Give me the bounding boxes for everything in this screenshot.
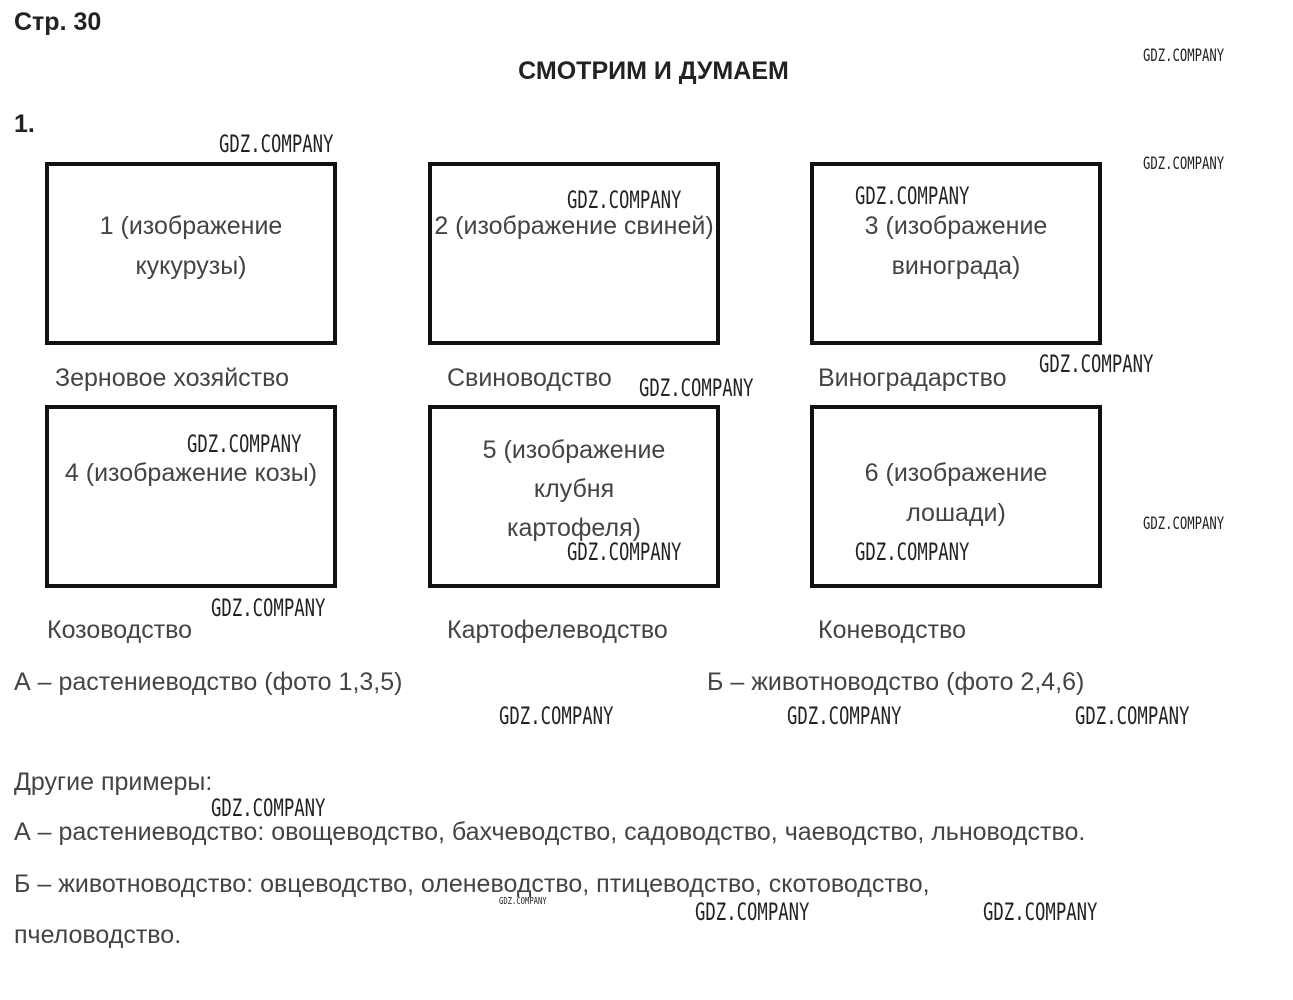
image-placeholder-text: 5 (изображение клубня картофеля) — [482, 436, 666, 542]
examples-animal-husbandry-line-1: Б – животноводство: овцеводство, оленеводство, птицеводство, скотоводство, — [14, 870, 930, 898]
watermark: GDZ.COMPANY — [1143, 154, 1225, 174]
caption-4: Козоводство — [47, 616, 193, 644]
watermark: GDZ.COMPANY — [187, 430, 302, 458]
examples-plant-growing: А – растениеводство: овощеводство, бахчеводство, садоводство, чаеводство, льноводство. — [14, 818, 1086, 846]
caption-6: Коневодство — [818, 616, 966, 644]
watermark: GDZ.COMPANY — [219, 130, 334, 158]
watermark: GDZ.COMPANY — [639, 374, 754, 402]
caption-3: Виноградарство — [818, 364, 1007, 392]
image-placeholder-text: 3 (изображение винограда) — [864, 212, 1048, 280]
watermark: GDZ.COMPANY — [1075, 702, 1190, 730]
watermark: GDZ.COMPANY — [499, 702, 614, 730]
image-placeholder-text: 4 (изображение козы) — [64, 459, 318, 487]
watermark: GDZ.COMPANY — [855, 182, 970, 210]
watermark: GDZ.COMPANY — [499, 896, 547, 907]
summary-plant-growing: А – растениеводство (фото 1,3,5) — [14, 668, 403, 696]
watermark: GDZ.COMPANY — [567, 186, 682, 214]
examples-title: Другие примеры: — [14, 768, 213, 796]
caption-5: Картофелеводство — [447, 616, 668, 644]
watermark: GDZ.COMPANY — [695, 898, 810, 926]
image-placeholder-text: 6 (изображение лошади) — [864, 459, 1048, 527]
watermark: GDZ.COMPANY — [855, 538, 970, 566]
watermark: GDZ.COMPANY — [983, 898, 1098, 926]
section-heading: СМОТРИМ И ДУМАЕМ — [518, 57, 789, 85]
image-placeholder-text: 1 (изображение кукурузы) — [99, 212, 283, 280]
watermark: GDZ.COMPANY — [211, 794, 326, 822]
caption-2: Свиноводство — [447, 364, 612, 392]
watermark: GDZ.COMPANY — [1143, 46, 1225, 66]
summary-animal-husbandry: Б – животноводство (фото 2,4,6) — [707, 668, 1085, 696]
examples-animal-husbandry-line-2: пчеловодство. — [14, 921, 182, 949]
image-placeholder-1 — [45, 162, 337, 345]
watermark: GDZ.COMPANY — [787, 702, 902, 730]
watermark: GDZ.COMPANY — [567, 538, 682, 566]
task-number: 1. — [14, 110, 35, 138]
watermark: GDZ.COMPANY — [1039, 350, 1154, 378]
watermark: GDZ.COMPANY — [211, 594, 326, 622]
watermark: GDZ.COMPANY — [1143, 514, 1225, 534]
page-label: Стр. 30 — [14, 8, 102, 36]
image-placeholder-text: 2 (изображение свиней) — [434, 212, 714, 240]
caption-1: Зерновое хозяйство — [55, 364, 290, 392]
